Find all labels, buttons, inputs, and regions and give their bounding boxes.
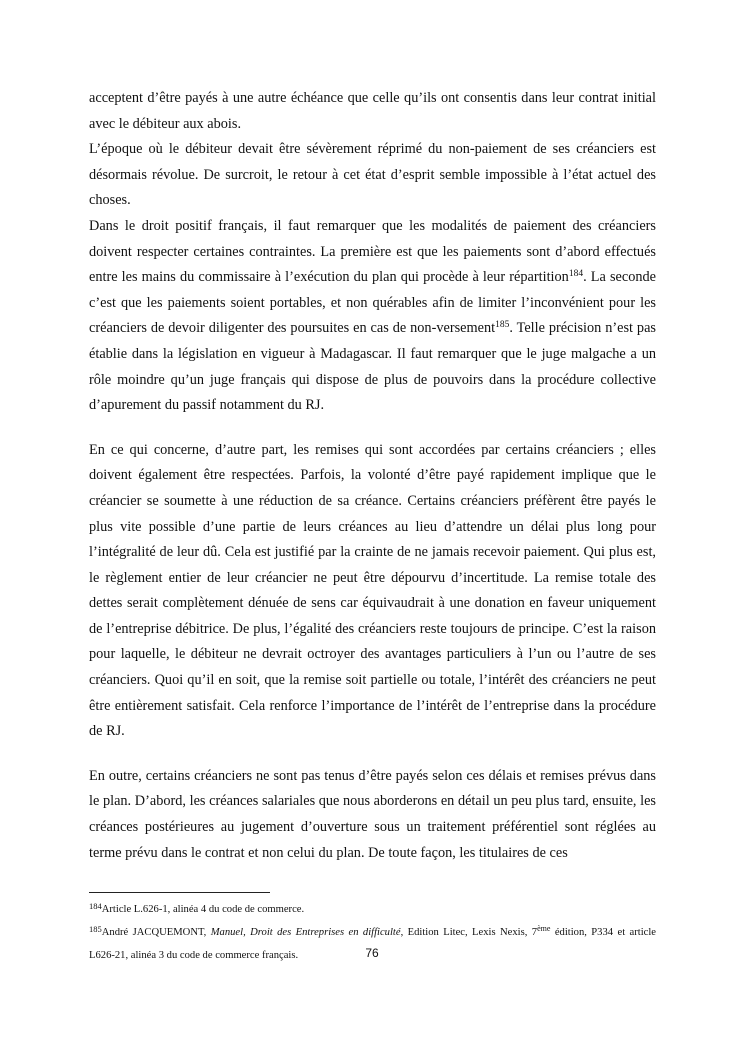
book-title: Manuel, Droit des Entreprises en difficulté (210, 927, 401, 938)
text-run: . Telle précision n’est pas établie dans la législation en vigueur à Madagascar. Il faut remarquer que le juge malgache a un rôle moindre qu’un juge français qui dispose de plus de pouvoirs dans la procédure collective d’apurement du passif notamment du RJ. (89, 320, 656, 414)
footnote (89, 898, 656, 921)
text-run: édition, P334 et article L626-21, alinéa 3 du code de commerce français. (89, 927, 657, 961)
paragraph (89, 86, 656, 137)
paragraph (89, 438, 656, 745)
text-run: Article L.626-1, alinéa 4 du code de commerce. (101, 904, 305, 915)
text-run: L’époque où le débiteur devait être sévèrement réprimé du non-paiement de ses créanciers est désormais révolue. De surcroit, le retour à cet état d’esprit semble impossible à l’état actuel des choses. (89, 141, 656, 209)
footnote-number: 184 (89, 901, 102, 911)
footnote-reference: 184 (568, 269, 584, 280)
paragraph (89, 764, 656, 866)
text-run: , Edition Litec, Lexis Nexis, 7 (400, 927, 538, 938)
text-run: . La seconde c’est que les paiements soient portables, et non quérables afin de limiter l’inconvénient pour les créanciers de devoir diligenter des poursuites en cas de non-versement (89, 269, 656, 337)
footnote (89, 921, 656, 967)
footnote-reference: 185 (495, 320, 510, 331)
footnote-reference: ème (537, 924, 551, 933)
body-text (89, 86, 656, 866)
page-number: 76 (365, 946, 379, 960)
text-run: En outre, certains créanciers ne sont pas tenus d’être payés selon ces délais et remises prévus dans le plan. D’abord, les créances salariales que nous aborderons en détail un peu plus tard, ensuite, les créances postérieures au jugement d’ouverture sous un traitement préférentiel sont réglées au terme prévu dans le contrat et non celui du plan. De toute façon, les titulaires de ces (89, 767, 656, 861)
text-run: En ce qui concerne, d’autre part, les remises qui sont accordées par certains créanciers ; elles doivent également être respectées. Parfois, la volonté d’être payé rapidement implique que le créancier se soumette à une réduction de sa créance. Certains créanciers préfèrent être payés le plus vite possible d’une partie de leurs créances au lieu d’attendre un délai plus long pour l’intégralité de leur dû. Cela est justifié par la crainte de ne jamais recevoir paiement. Qui plus est, le règlement entier de leur créancier ne peut être dépourvu d’incertitude. La remise totale des dettes serait complètement dénuée de sens car équivaudrait à une donation en faveur uniquement de l’entreprise débitrice. De plus, l’égalité des créanciers reste toujours de principe. C’est la raison pour laquelle, le débiteur ne devrait octroyer des avantages particuliers à l’un ou l’autre de ses créanciers. Quoi qu’il en soit, que la remise soit partielle ou totale, l’intérêt des créanciers ne peut être entièrement satisfait. Cela renforce l’importance de l’intérêt de l’entreprise dans la procédure de RJ. (89, 441, 656, 740)
paragraph (89, 137, 656, 214)
paragraph (89, 214, 656, 419)
footnote-separator (89, 892, 270, 893)
text-run: acceptent d’être payés à une autre échéance que celle qu’ils ont consentis dans leur contrat initial avec le débiteur aux abois. (89, 90, 656, 132)
text-run: André JACQUEMONT, (101, 927, 211, 938)
text-run: Dans le droit positif français, il faut remarquer que les modalités de paiement des créanciers doivent respecter certaines contraintes. La première est que les paiements sont d’abord effectués entre les mains du commissaire à l’exécution du plan qui procède à leur répartition (89, 217, 656, 286)
footnote-number: 185 (89, 924, 102, 934)
